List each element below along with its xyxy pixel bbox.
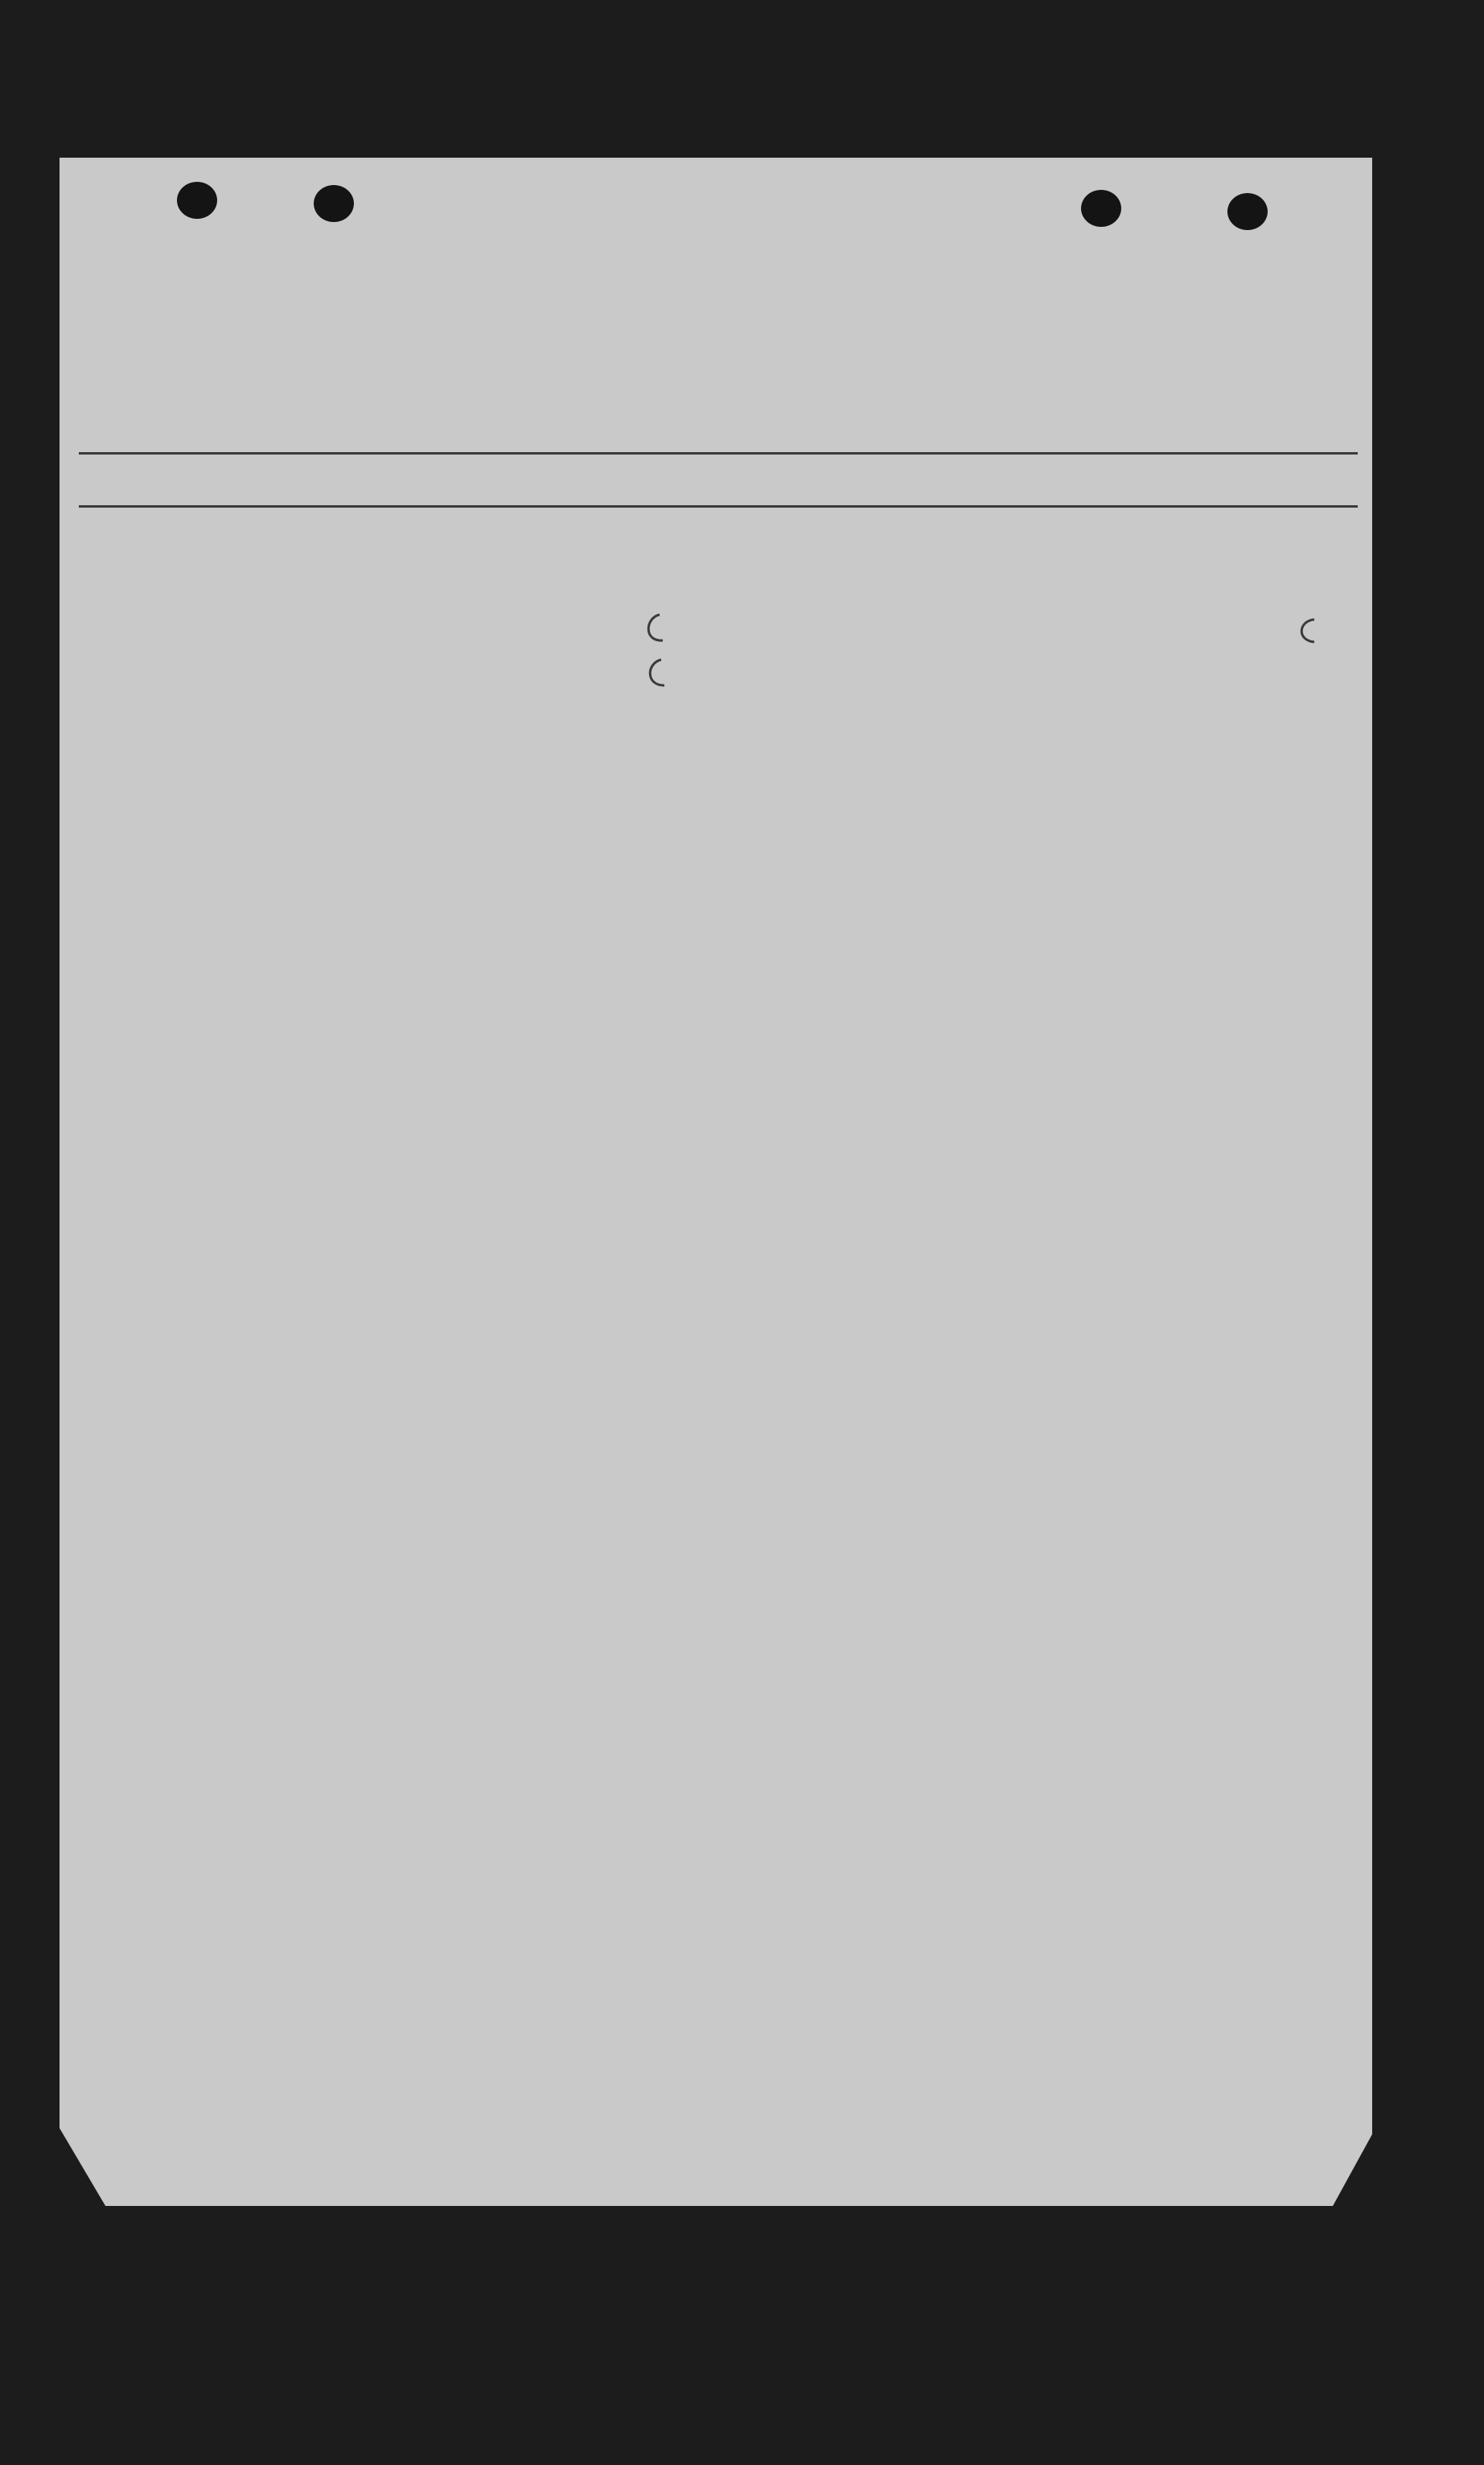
punch-hole (1227, 193, 1268, 230)
manifest-sheet (60, 158, 1372, 2206)
handwritten-check-marks (639, 608, 703, 697)
punch-hole (177, 182, 217, 219)
header-divider (79, 452, 1358, 455)
punch-hole (314, 185, 354, 222)
embark-divider (79, 505, 1358, 508)
handwritten-bag-mark (1290, 615, 1322, 647)
punch-hole (1081, 190, 1121, 227)
